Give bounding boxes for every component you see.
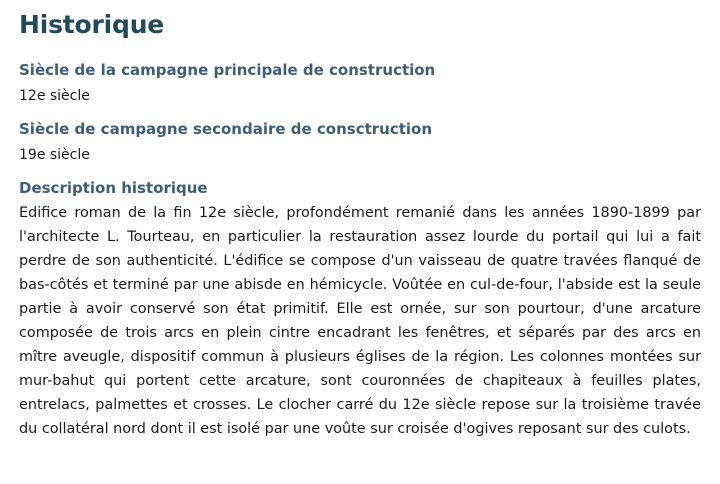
field-value-secondary-century: 19e siècle [19,147,90,163]
field-value-main-century: 12e siècle [19,88,90,104]
field-historical-description [19,178,701,441]
field-main-century [19,60,701,107]
field-secondary-century [19,119,701,166]
section-title: Historique [19,10,165,39]
field-label-main-century: Siècle de la campagne principale de construction [19,61,436,79]
field-label-secondary-century: Siècle de campagne secondaire de consctruction [19,120,433,138]
field-label-historical-description: Description historique [19,179,208,197]
historical-description-text: Edifice roman de la fin 12e siècle, profondément remanié dans les années 1890-1899 par l'architecte L. Tourteau, en particulier la restauration assez lourde du portail qui lui a fait perdre de son authenticité. L'édifice se compose d'un vaisseau de quatre travées flanqué de bas-côtés et terminé par une abisde en hémicycle. Voûtée en cul-de-four, l'abside est la seule partie à avoir conservé son état primitif. Elle est ornée, sur son pourtour, d'une arcature composée de trois arcs en plein cintre encadrant les fenêtres, et séparés par des arcs en mître aveugle, dispositif commun à plusieurs églises de la région. Les colonnes montées sur mur-bahut qui portent cette arcature, sont couronnées de chapiteaux à feuilles plates, entrelacs, palmettes et crosses. Le clocher carré du 12e siècle repose sur la troisième travée du collatéral nord dont il est isolé par une voûte sur croisée d'ogives reposant sur des culots. [19,205,701,437]
